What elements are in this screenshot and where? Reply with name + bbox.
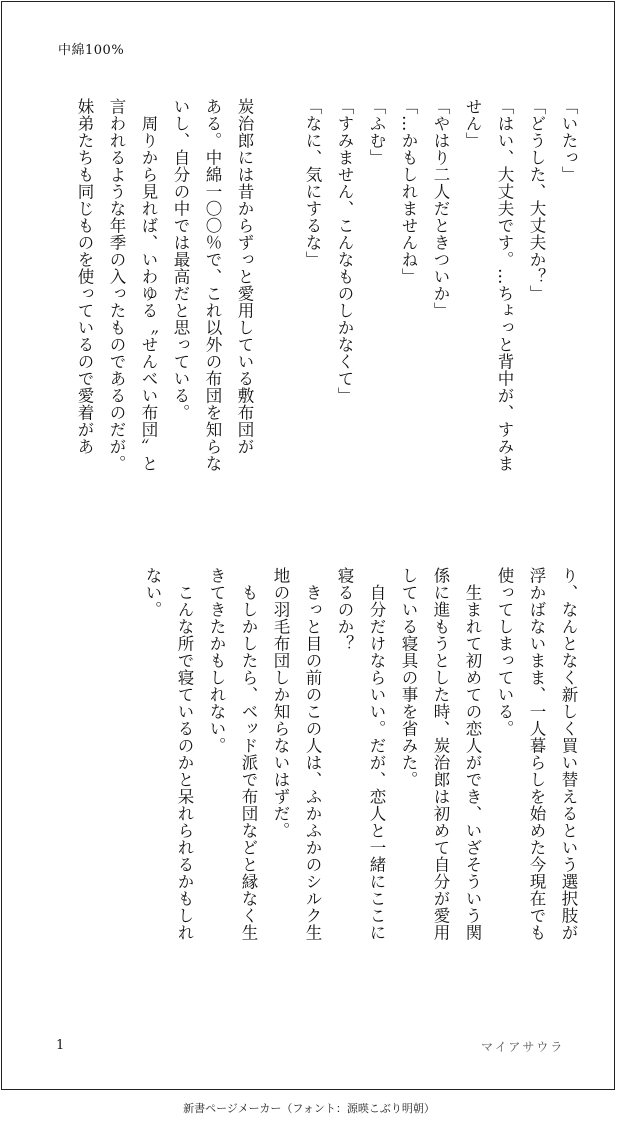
text-line: ない。 [143, 567, 162, 618]
text-line: 「なに、気にするな」 [303, 98, 322, 268]
text-line: 浮かばないまま、一人暮らしを始めた今現在でも [527, 567, 546, 941]
text-line: り、なんとなく新しく買い替えるという選択肢が [559, 567, 578, 941]
text-line: 「すみません、こんなものしかなくて」 [335, 98, 354, 404]
page-title: 中綿100% [58, 43, 125, 58]
paragraph-gap [260, 98, 296, 538]
text-block-bottom [136, 567, 584, 1007]
text-line: 周りから見れば、いわゆる〝せんべい布団〟と [139, 98, 158, 472]
text-line: 言われるような年季の入ったものであるのだが。 [107, 98, 126, 472]
page-number: 1 [56, 1038, 65, 1053]
text-block-top [68, 98, 584, 538]
text-line: 生まれて初めての恋人ができ、いざそういう関 [463, 567, 482, 941]
text-line: 「いたっ」 [559, 98, 578, 183]
text-line: している寝具の事を省みた。 [399, 567, 418, 788]
text-line: もしかしたら、ベッド派で布団などと縁なく生 [239, 567, 258, 941]
text-line: いし、自分の中では最高だと思っている。 [171, 98, 190, 421]
text-line: 寝るのか？ [335, 567, 354, 652]
text-line: ある。中綿一〇〇％で、これ以外の布団を知らな [203, 98, 222, 472]
text-line: 「…かもしれませんね」 [399, 98, 418, 285]
text-line: せん」 [463, 98, 482, 149]
text-line: 使ってしまっている。 [495, 567, 514, 737]
text-line: 自分だけならいい。だが、恋人と一緒にここに [367, 567, 386, 941]
text-line: 地の羽毛布団しか知らないはずだ。 [271, 567, 290, 839]
generator-caption: 新書ページメーカー（フォント：源暎こぶり明朝） [183, 1102, 435, 1115]
text-line: こんな所で寝ているのかと呆れられるかもしれ [175, 567, 194, 941]
text-line: 「はい、大丈夫です。…ちょっと背中が、すみま [495, 98, 514, 472]
author-name: マイアサウラ [481, 1040, 565, 1054]
text-line: 「ふむ」 [367, 98, 386, 166]
text-line: きてきたかもしれない。 [207, 567, 226, 754]
page-frame [1, 1, 615, 1090]
text-line: 係に進もうとした時、炭治郎は初めて自分が愛用 [431, 567, 450, 941]
text-line: 炭治郎には昔からずっと愛用している敷布団が [235, 98, 254, 455]
text-line: 「やはり二人だときついか」 [431, 98, 450, 319]
text-line: きっと目の前のこの人は、ふかふかのシルク生 [303, 567, 322, 941]
text-line: 「どうした、大丈夫か？」 [527, 98, 546, 302]
text-line: 妹弟たちも同じものを使っているので愛着があ [75, 98, 94, 455]
